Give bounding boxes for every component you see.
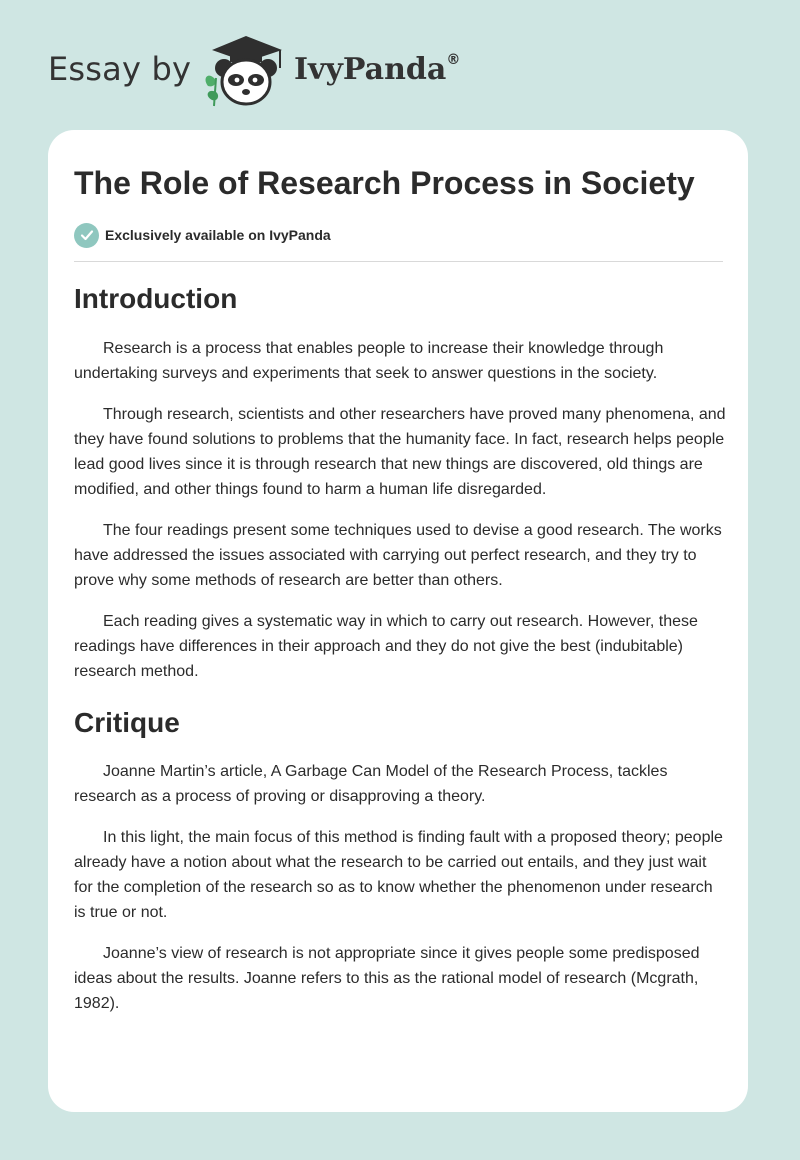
paragraph: Each reading gives a systematic way in which to carry out research. However, these readings have differences in their approach and they do not give the best (indubitable) research method. bbox=[74, 612, 698, 680]
site-header bbox=[0, 0, 800, 130]
exclusive-badge bbox=[74, 222, 331, 248]
paragraph: Through research, scientists and other researchers have proved many phenomena, and they have found solutions to problems that the humanity face. In fact, research helps people lead good lives since it is through research that new things are discovered, old things are modified, and other things found to harm a human life disregarded. bbox=[74, 405, 726, 498]
paragraph: Joanne’s view of research is not appropriate since it gives people some predisposed ideas about the results. Joanne refers to this as the rational model of research (Mcgrath, 1982). bbox=[74, 945, 700, 1013]
section-heading-critique: Critique bbox=[74, 706, 180, 738]
paragraph: In this light, the main focus of this method is finding fault with a proposed theory; people already have a notion about what the research to be carried out entails, and they just wait for the completion of the research so as to know whether the phenomenon under research is true or not. bbox=[74, 829, 723, 922]
article-body bbox=[74, 282, 726, 1032]
brand-text: IvyPanda bbox=[294, 52, 447, 87]
paragraph: Research is a process that enables people to increase their knowledge through undertaking surveys and experiments that seek to answer questions in the society. bbox=[74, 339, 664, 382]
paragraph: Joanne Martin’s article, A Garbage Can Model of the Research Process, tackles research as a process of proving or disapproving a theory. bbox=[74, 763, 668, 806]
essay-by-label: Essay by bbox=[48, 50, 192, 88]
brand-name[interactable] bbox=[294, 52, 460, 87]
divider bbox=[74, 261, 723, 262]
section-heading-introduction: Introduction bbox=[74, 283, 238, 314]
exclusive-label: Exclusively available on IvyPanda bbox=[105, 227, 331, 243]
page-title: The Role of Research Process in Society bbox=[74, 165, 695, 201]
checkmark-icon bbox=[74, 223, 99, 248]
paragraph: The four readings present some techniques used to devise a good research. The works have addressed the issues associated with carrying out perfect research, and they try to prove why some methods of research are better than others. bbox=[74, 521, 722, 589]
panda-graduation-cap-icon[interactable] bbox=[200, 34, 292, 110]
article-card bbox=[48, 130, 748, 1112]
registered-mark: ® bbox=[446, 52, 461, 68]
